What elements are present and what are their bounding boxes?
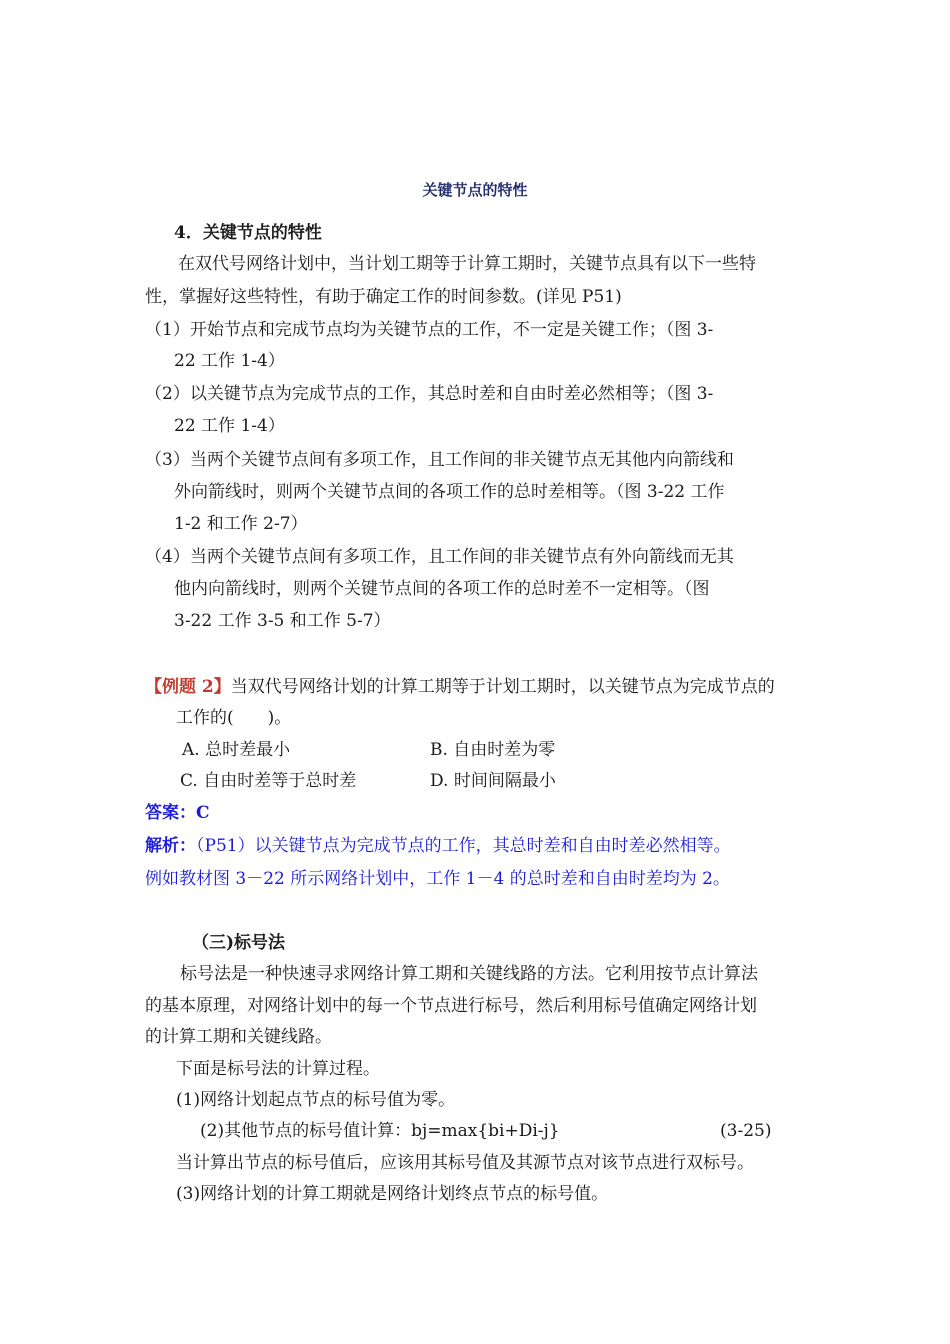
example-label: 【例题 2】: [145, 677, 231, 697]
paragraph-line-1: 标号法是一种快速寻求网络计算工期和关键线路的方法。它利用按节点计算法: [180, 964, 758, 984]
list-item-2-line-1: （2）以关键节点为完成节点的工作，其总时差和自由时差必然相等；（图 3-: [145, 384, 714, 404]
step-2-note: 当计算出节点的标号值后，应该用其标号值及其源节点对该节点进行双标号。: [176, 1153, 754, 1173]
example-question-text: 当双代号网络计划的计算工期等于计划工期时，以关键节点为完成节点的: [230, 677, 775, 697]
paragraph-line-3: 的计算工期和关键线路。: [145, 1027, 332, 1047]
page-title: 关键节点的特性: [422, 181, 528, 199]
intro-line-1: 在双代号网络计划中，当计划工期等于计算工期时，关键节点具有以下一些特: [178, 254, 756, 274]
process-intro: 下面是标号法的计算过程。: [176, 1059, 380, 1079]
section-heading-labeling-method: （三)标号法: [192, 933, 286, 953]
option-a: A. 总时差最小: [182, 740, 291, 760]
list-item-1-line-1: （1）开始节点和完成节点均为关键节点的工作，不一定是关键工作；（图 3-: [145, 320, 714, 340]
section-heading: 4．关键节点的特性: [174, 223, 322, 243]
intro-line-2: 性，掌握好这些特性，有助于确定工作的时间参数。(详见 P51): [145, 287, 622, 307]
option-c: C. 自由时差等于总时差: [180, 771, 357, 791]
answer: 答案：C: [145, 803, 210, 823]
list-item-2-line-2: 22 工作 1-4）: [174, 416, 285, 436]
analysis-text: （P51）以关键节点为完成节点的工作，其总时差和自由时差必然相等。: [196, 836, 731, 856]
step-3: (3)网络计划的计算工期就是网络计划终点节点的标号值。: [176, 1184, 609, 1204]
step-1: (1)网络计划起点节点的标号值为零。: [176, 1090, 456, 1110]
list-item-4-line-2: 他内向箭线时，则两个关键节点间的各项工作的总时差不一定相等。（图: [174, 579, 710, 599]
list-item-4-line-1: （4）当两个关键节点间有多项工作，且工作间的非关键节点有外向箭线而无其: [145, 547, 734, 567]
list-item-1-line-2: 22 工作 1-4）: [174, 351, 285, 371]
option-b: B. 自由时差为零: [430, 740, 556, 760]
analysis-label: 解析：: [145, 836, 196, 856]
list-item-3-line-3: 1-2 和工作 2-7）: [174, 514, 308, 534]
analysis-line-2: 例如教材图 3－22 所示网络计划中，工作 1－4 的总时差和自由时差均为 2。: [145, 869, 730, 889]
example-question-line-1: [145, 676, 775, 698]
paragraph-line-2: 的基本原理，对网络计划中的每一个节点进行标号，然后利用标号值确定网络计划: [145, 996, 757, 1016]
list-item-3-line-2: 外向箭线时，则两个关键节点间的各项工作的总时差相等。（图 3-22 工作: [174, 482, 725, 502]
list-item-4-line-3: 3-22 工作 3-5 和工作 5-7）: [174, 611, 391, 631]
list-item-3-line-1: （3）当两个关键节点间有多项工作，且工作间的非关键节点无其他内向箭线和: [145, 450, 734, 470]
step-2: (2)其他节点的标号值计算：bj=max{bi+Di-j}: [200, 1121, 560, 1141]
option-d: D. 时间间隔最小: [430, 771, 556, 791]
analysis-line-1: [145, 835, 731, 857]
equation-number: (3-25): [720, 1121, 772, 1141]
example-question-line-2: 工作的( )。: [176, 708, 292, 728]
